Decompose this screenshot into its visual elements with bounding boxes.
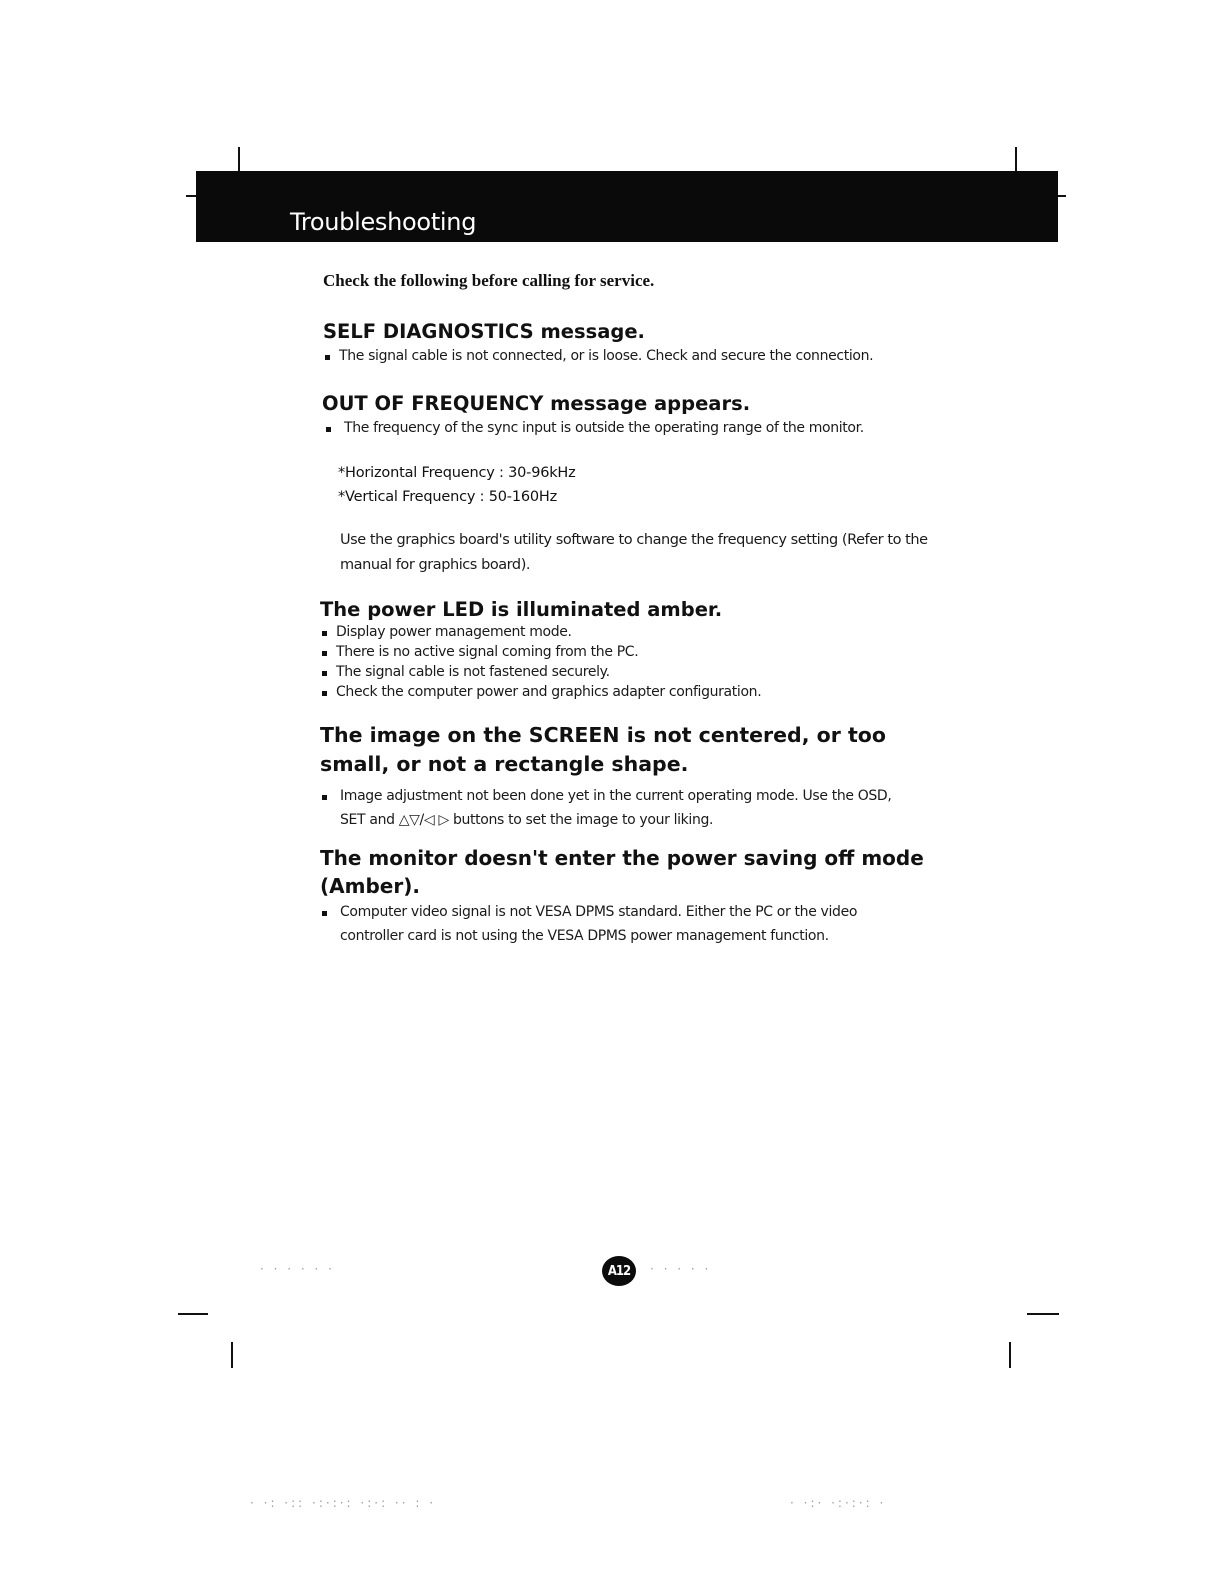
- section-header-bar: [196, 171, 1058, 242]
- section-image-not-centered: [320, 721, 940, 832]
- section-title: SELF DIAGNOSTICS message.: [323, 320, 645, 343]
- page-number-badge: A12: [602, 1256, 636, 1286]
- bullet-list: [320, 622, 960, 702]
- crop-mark-top-right: [1015, 147, 1017, 173]
- section-out-of-frequency: [320, 390, 960, 438]
- bullet-item: Display power management mode.: [320, 622, 960, 642]
- crop-mark-bottom-left-v: [231, 1342, 233, 1368]
- intro-text: Check the following before calling for service.: [323, 271, 655, 290]
- crop-mark-bottom-right-h: [1027, 1313, 1059, 1315]
- crop-mark-bottom-right-v: [1009, 1342, 1011, 1368]
- bullet-item: The signal cable is not fastened securely.: [320, 662, 960, 682]
- section-power-led-amber: [320, 596, 960, 702]
- bullet-list: [320, 900, 960, 948]
- page-title: Troubleshooting: [290, 208, 477, 236]
- scan-noise-speck: · ·: ·:: ·:·:·: ·:·: ·· : ·: [250, 1496, 437, 1510]
- scan-noise-speck: · · · · · ·: [260, 1262, 335, 1276]
- horizontal-frequency: *Horizontal Frequency : 30-96kHz: [338, 465, 576, 481]
- bullet-list: [324, 418, 960, 438]
- bullet-item: The signal cable is not connected, or is loose. Check and secure the connection.: [323, 346, 960, 366]
- section-title: The image on the SCREEN is not centered, or too small, or not a rectangle shape.: [320, 723, 886, 776]
- frequency-list: [338, 461, 576, 509]
- bullet-item: The frequency of the sync input is outside the operating range of the monitor.: [324, 418, 960, 438]
- vertical-frequency: *Vertical Frequency : 50-160Hz: [338, 489, 558, 505]
- bullet-list: [323, 346, 960, 366]
- section-title: The monitor doesn't enter the power saving off mode (Amber).: [320, 846, 924, 898]
- crop-mark-left-tick: [186, 195, 196, 197]
- section-self-diagnostics: [320, 318, 960, 366]
- bullet-list: [320, 784, 940, 832]
- bullet-item: Image adjustment not been done yet in the current operating mode. Use the OSD, SET and △▽/◁ ▷ buttons to set the image to your liking.: [320, 784, 906, 832]
- crop-mark-bottom-left-h: [178, 1313, 208, 1315]
- frequency-note: Use the graphics board's utility software to change the frequency setting (Refer to the manual for graphics board).: [340, 532, 928, 573]
- scan-noise-speck: · · · · ·: [650, 1262, 712, 1276]
- section-title: OUT OF FREQUENCY message appears.: [322, 392, 751, 415]
- section-power-saving: [320, 844, 960, 948]
- bullet-item: Check the computer power and graphics adapter configuration.: [320, 682, 960, 702]
- section-title: The power LED is illuminated amber.: [320, 598, 723, 621]
- bullet-item: Computer video signal is not VESA DPMS standard. Either the PC or the video controller card is not using the VESA DPMS power management function.: [320, 900, 916, 948]
- scan-noise-speck: · ·:· ·:·:·: ·: [790, 1496, 887, 1510]
- crop-mark-top-left: [238, 147, 240, 173]
- bullet-item: There is no active signal coming from the PC.: [320, 642, 960, 662]
- crop-mark-right-tick: [1058, 195, 1066, 197]
